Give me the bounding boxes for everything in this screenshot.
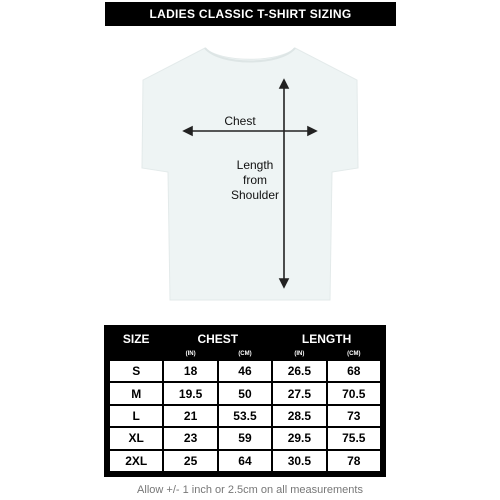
chest-in-cell: 21: [163, 405, 217, 427]
length-in-cell: 26.5: [272, 360, 326, 382]
chest-in-cell: 23: [163, 427, 217, 449]
size-header: SIZE: [122, 332, 150, 346]
size-cell: 2XL: [109, 450, 163, 472]
table-row: [109, 427, 381, 449]
measurement-footnote: Allow +/- 1 inch or 2.5cm on all measurements: [137, 484, 363, 496]
length-label: [220, 158, 290, 203]
length-cm-cell: 73: [327, 405, 381, 427]
length-in-cell: 30.5: [272, 450, 326, 472]
length-in-cell: 27.5: [272, 382, 326, 404]
length-in-cell: 29.5: [272, 427, 326, 449]
length-header: LENGTH: [301, 332, 352, 346]
length-label-line-3: Shoulder: [230, 188, 280, 202]
chest-in-unit: (IN): [185, 351, 196, 357]
chest-in-cell: 25: [163, 450, 217, 472]
chest-in-cell: 18: [163, 360, 217, 382]
chest-cm-cell: 46: [218, 360, 272, 382]
size-cell: L: [109, 405, 163, 427]
table-row: [109, 450, 381, 472]
chest-in-cell: 19.5: [163, 382, 217, 404]
size-cell: M: [109, 382, 163, 404]
length-cm-cell: 75.5: [327, 427, 381, 449]
size-table: [104, 325, 386, 477]
table-row: [109, 360, 381, 382]
chest-cm-cell: 50: [218, 382, 272, 404]
size-cell: XL: [109, 427, 163, 449]
length-cm-unit: (CM): [347, 351, 361, 357]
table-row: [109, 382, 381, 404]
chest-label: Chest: [224, 114, 256, 128]
length-cm-cell: 68: [327, 360, 381, 382]
length-in-cell: 28.5: [272, 405, 326, 427]
chest-cm-cell: 64: [218, 450, 272, 472]
chest-cm-cell: 53.5: [218, 405, 272, 427]
length-cm-cell: 70.5: [327, 382, 381, 404]
chest-cm-unit: (CM): [238, 351, 252, 357]
length-cm-cell: 78: [327, 450, 381, 472]
chest-cm-cell: 59: [218, 427, 272, 449]
page-title: LADIES CLASSIC T-SHIRT SIZING: [105, 2, 396, 26]
table-row: [109, 405, 381, 427]
length-label-line-2: from: [243, 173, 267, 187]
length-label-line-1: Length: [236, 158, 274, 172]
chest-header: CHEST: [197, 332, 239, 346]
length-in-unit: (IN): [294, 351, 305, 357]
size-cell: S: [109, 360, 163, 382]
